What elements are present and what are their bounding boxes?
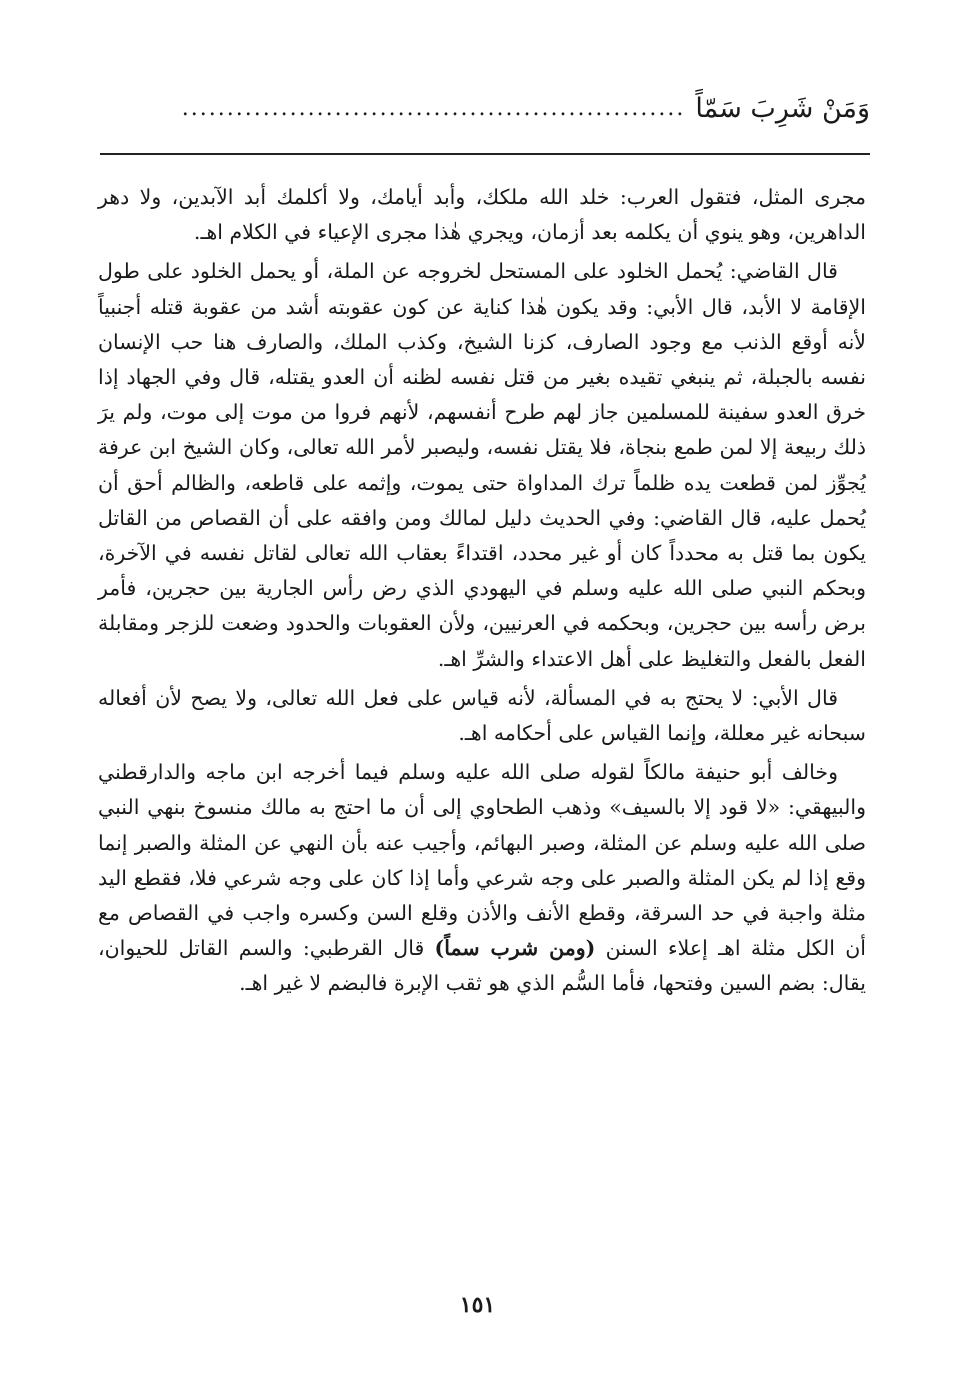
running-header-dots: ........................................................: [181, 95, 686, 121]
paragraph-3: قال الأبي: لا يحتج به في المسألة، لأنه قياس على فعل الله تعالى، ولا يصح لأن أفعاله سبحانه غير معللة، وإنما القياس على أحكامه اهـ.: [98, 685, 866, 746]
paragraph-1: مجرى المثل، فتقول العرب: خلد الله ملكك، وأبد أيامك، ولا أكلمك أبد الآبدين، ولا دهر الداهرين، وهو ينوي أن يكلمه بعد أزمان، ويجري هٰذا مجرى الإعياء في الكلام اهـ.: [98, 185, 866, 245]
body-text: [98, 180, 866, 1006]
section-heading-inline: (ومن شرب سماً): [434, 936, 596, 961]
running-header: [100, 88, 870, 128]
running-header-title: وَمَنْ شَرِبَ سَمّاً: [695, 92, 870, 124]
page-number: ١٥١: [459, 1292, 496, 1318]
paragraph-2: قال القاضي: يُحمل الخلود على المستحل لخروجه عن الملة، أو يحمل الخلود على طول الإقامة لا الأبد، قال الأبي: وقد يكون هٰذا كناية عن كون عقوبته أشد من عقوبة قتله أجنبياً لأنه أوقع الذنب مع وجود الصارف، كزنا الشيخ، وكذب الملك، والصارف هنا حب الإنسان نفسه بالجبلة، ثم ينبغي تقيده بغير من قتل نفسه لظنه أن العدو يقتله، قال وفي الجهاد إذا خرق العدو سفينة للمسلمين جاز لهم طرح أنفسهم، لأنهم فروا من موت إلى موت، ولم يرَ ذلك ربيعة إلا لمن طمع بنجاة، فلا يقتل نفسه، وليصبر لأمر الله تعالى، وكان الشيخ ابن عرفة يُجوِّز لمن قطعت يده ظلماً ترك المداواة حتى يموت، وإثمه على قاطعه، والظالم أحق أن يُحمل عليه، قال القاضي: وفي الحديث دليل لمالك ومن وافقه على أن القصاص من القاتل يكون بما قتل به محدداً كان أو غير محدد، اقتداءً بعقاب الله تعالى لقاتل نفسه في الآخرة، وبحكم النبي صلى الله عليه وسلم في اليهودي الذي رض رأس الجارية بين حجرين، فأمر برض رأسه بين حجرين، وبحكمه في العرنيين، ولأن العقوبات والحدود وضعت للزجر ومقابلة الفعل بالفعل والتغليظ على أهل الاعتداء والشرِّ اهـ.: [98, 259, 866, 671]
paragraph-4-text-before: وخالف أبو حنيفة مالكاً لقوله صلى الله عليه وسلم فيما أخرجه ابن ماجه والدارقطني والبيهقي: «لا قود إلا بالسيف» وذهب الطحاوي إلى أن ما احتج به مالك منسوخ بنهي النبي صلى الله عليه وسلم عن المثلة، وصبر البهائم، وأجيب عنه بأن النهي عن المثلة والصبر إنما وقع إذا لم يكن المثلة والصبر على وجه شرعي وأما إذا كان على وجه شرعي فلا، فقطع اليد مثلة واجبة في حد السرقة، وقطع الأنف والأذن وقلع السن وكسره واجب في القصاص مع أن الكل مثلة اهـ إعلاء السنن: [98, 760, 866, 961]
header-rule: [100, 153, 870, 155]
paragraph-4-text-after: قال القرطبي: والسم القاتل للحيوان، يقال: بضم السين وفتحها، فأما السُّم الذي هو ثقب الإبرة فالبضم لا غير اهـ.: [98, 936, 866, 996]
paragraph-4: [98, 755, 866, 1001]
